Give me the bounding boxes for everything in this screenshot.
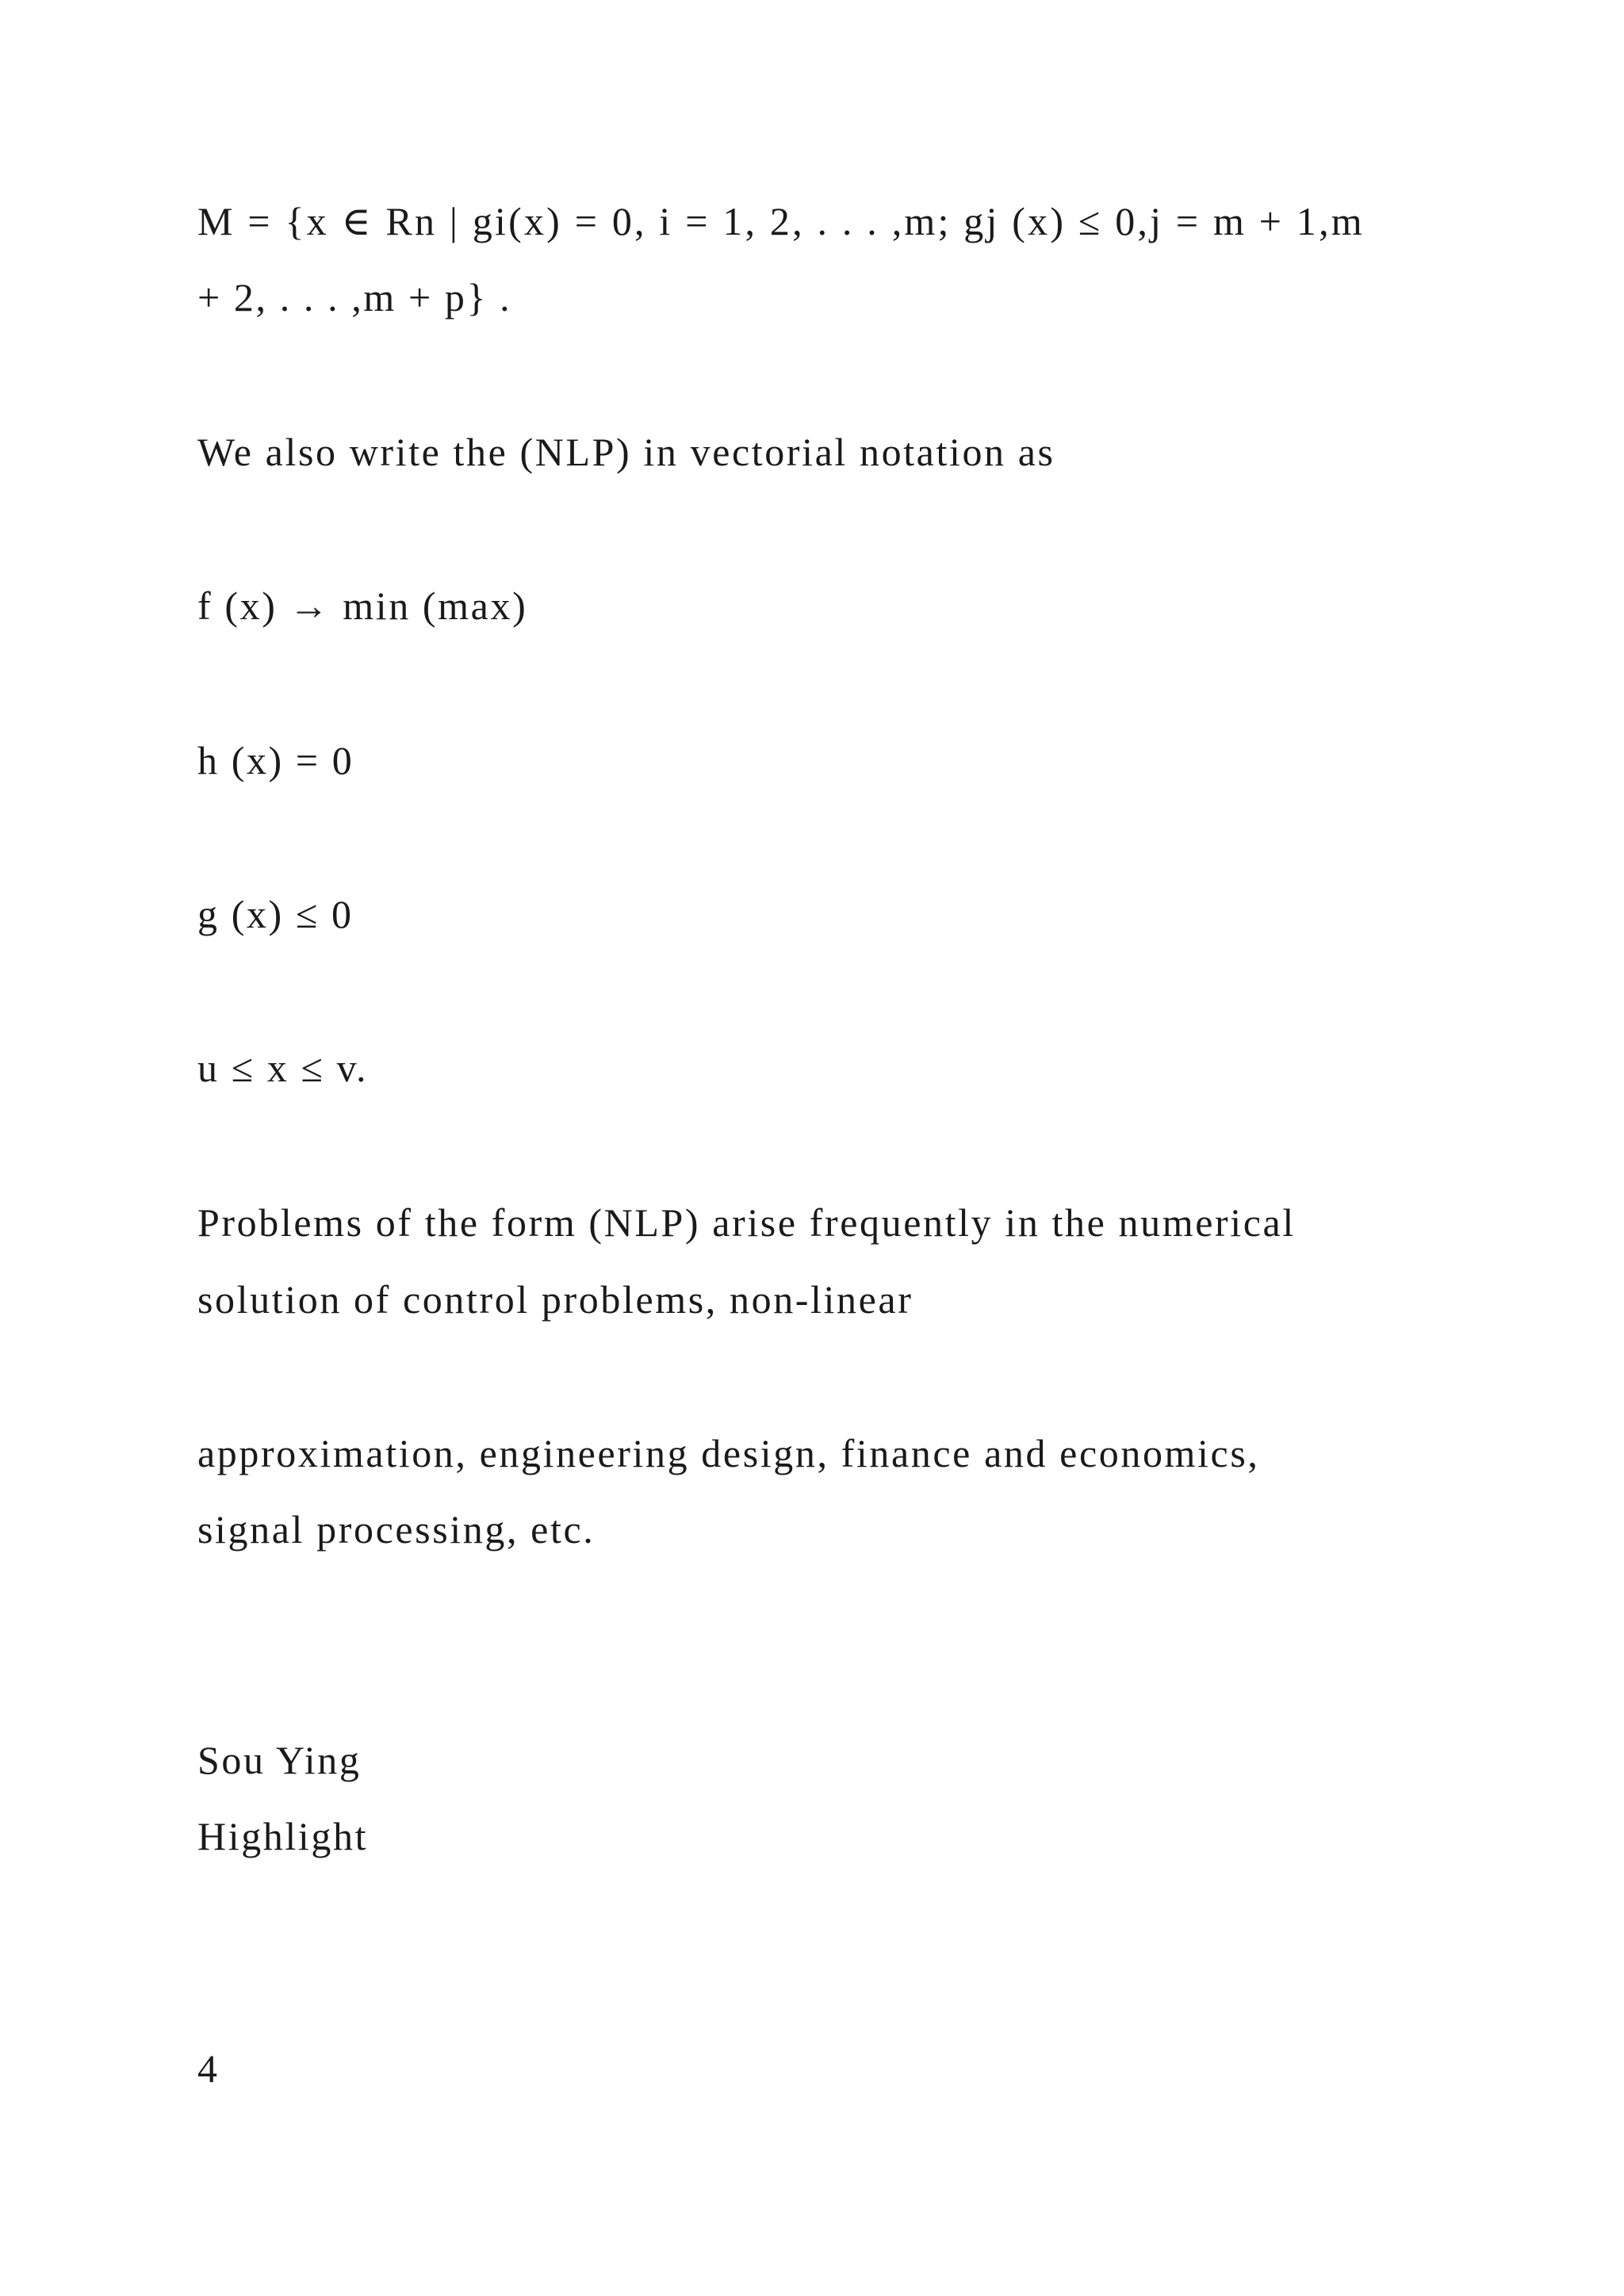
equality-constraint: h (x) = 0 xyxy=(197,738,354,783)
bound-constraint: u ≤ x ≤ v. xyxy=(197,1046,369,1090)
annotation-type: Highlight xyxy=(197,1814,369,1858)
paragraph-line-2: solution of control problems, non-linear xyxy=(197,1277,914,1322)
objective-formula: f (x) → min (max) xyxy=(197,584,528,628)
intro-sentence: We also write the (NLP) in vectorial notation as xyxy=(197,430,1055,474)
annotation-author: Sou Ying xyxy=(197,1738,362,1782)
set-definition-line-2: + 2, . . . ,m + p} . xyxy=(197,275,512,320)
set-definition-line-1: M = {x ∈ Rn | gi(x) = 0, i = 1, 2, . . . ,m; gj (x) ≤ 0,j = m + 1,m xyxy=(197,199,1365,243)
paragraph-line-3: approximation, engineering design, finance and economics, xyxy=(197,1431,1260,1475)
paragraph-line-1: Problems of the form (NLP) arise frequently in the numerical xyxy=(197,1200,1296,1245)
inequality-constraint: g (x) ≤ 0 xyxy=(197,892,354,936)
paragraph-line-4: signal processing, etc. xyxy=(197,1507,596,1552)
page-number: 4 xyxy=(197,2046,220,2091)
